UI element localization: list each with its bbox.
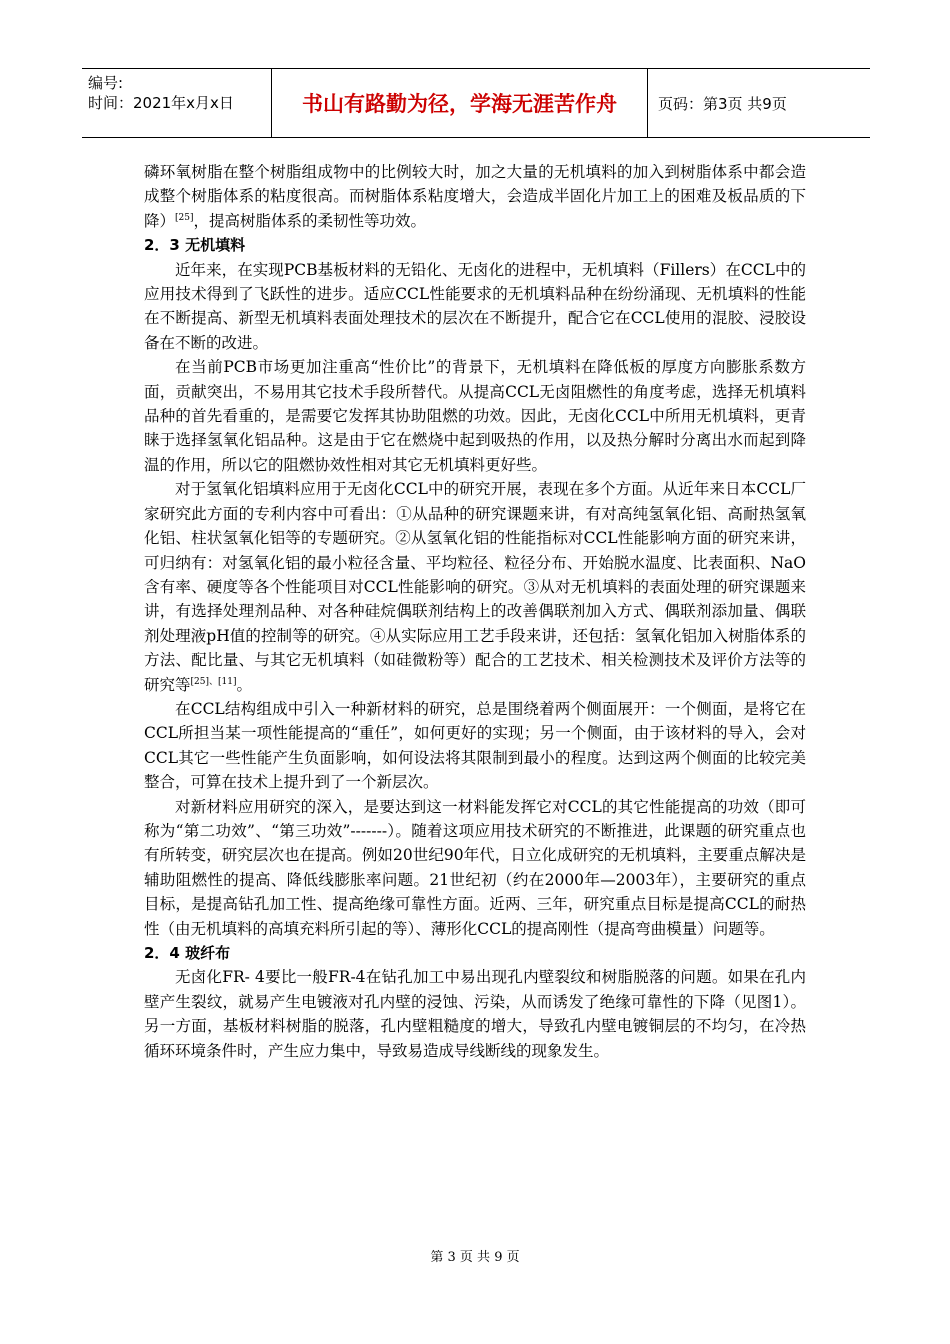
paragraph: 对新材料应用研究的深入，是要达到这一材料能发挥它对CCL的其它性能提高的功效（即可称为“第二功效”、“第三功效”-------）。随着这项应用技术研究的不断推进，此课题的研究重点也有所转变，研究层次也在提高。例如20世纪90年代，日立化成研究的无机填料，主要重点解决是辅助阻燃性的提高、降低线膨胀率问题。21世纪初（约在2000年—2003年），主要研究的重点目标，是提高钻孔加工性、提高绝缘可靠性方面。近两、三年，研究重点目标是提高CCL的耐热性（由无机填料的高填充料所引起的等）、薄形化CCL的提高刚性（提高弯曲模量）问题等。 — [144, 797, 806, 938]
page-footer: 第 3 页 共 9 页 — [430, 1250, 520, 1265]
header-motto: 书山有路勤为径，学海无涯苦作舟 — [272, 69, 648, 137]
header-page-number: 页码：第3页 共9页 — [658, 94, 787, 113]
paragraph: 无卤化FR- 4要比一般FR-4在钻孔加工中易出现孔内壁裂纹和树脂脱落的问题。如果在孔内壁产生裂纹，就易产生电镀液对孔内壁的浸蚀、污染，从而诱发了绝缘可靠性的下降（见图1）。另一方面，基板材料树脂的脱落，孔内壁粗糙度的增大，导致孔内壁电镀铜层的不均匀，在冷热循环环境条件时，产生应力集中，导致易造成导线断线的现象发生。 — [144, 968, 806, 1060]
paragraph: 对于氢氧化铝填料应用于无卤化CCL中的研究开展，表现在多个方面。从近年来日本CCL厂家研究此方面的专利内容中可看出：①从品种的研究课题来讲，有对高纯氢氧化铝、高耐热氢氧化铝、柱状氢氧化铝等的专题研究。②从氢氧化铝的性能指标对CCL性能影响方面的研究来讲，可归纳有：对氢氧化铝的最小粒径含量、平均粒径、粒径分布、开始脱水温度、比表面积、NaO含有率、硬度等各个性能项目对CCL性能影响的研究。③从对无机填料的表面处理的研究课题来讲，有选择处理剂品种、对各种硅烷偶联剂结构上的改善偶联剂加入方式、偶联剂添加量、偶联剂处理液pH值的控制等的研究。④从实际应用工艺手段来讲，还包括：氢氧化铝加入树脂体系的方法、配比量、与其它无机填料（如硅微粉等）配合的工艺技术、相关检测技术及评价方法等的研究等[25]、[11]。 — [144, 480, 806, 694]
paragraph-continued: 磷环氧树脂在整个树脂组成物中的比例较大时，加之大量的无机填料的加入到树脂体系中都会造成整个树脂体系的粘度很高。而树脂体系粘度增大，会造成半固化片加工上的困难及板品质的下降）[25]，提高树脂体系的柔韧性等功效。 — [144, 163, 806, 230]
document-body — [144, 160, 806, 1063]
section-heading-2-3: 2．3 无机填料 — [144, 236, 246, 255]
paragraph: 在当前PCB市场更加注重高“性价比”的背景下，无机填料在降低板的厚度方向膨胀系数方面，贡献突出，不易用其它技术手段所替代。从提高CCL无卤阻燃性的角度考虑，选择无机填料品种的首先看重的，是需要它发挥其协助阻燃的功效。因此，无卤化CCL中所用无机填料，更青睐于选择氢氧化铝品种。这是由于它在燃烧中起到吸热的作用，以及热分解时分离出水而起到降温的作用，所以它的阻燃协效性相对其它无机填料更好些。 — [144, 358, 806, 474]
section-heading-2-4: 2．4 玻纤布 — [144, 944, 231, 962]
paragraph: 近年来，在实现PCB基板材料的无铅化、无卤化的进程中，无机填料（Fillers）在CCL中的应用技术得到了飞跃性的进步。适应CCL性能要求的无机填料品种在纷纷涌现、无机填料的性能在不断提高、新型无机填料表面处理技术的层次在不断提升，配合它在CCL使用的混胶、浸胶设备在不断的改进。 — [144, 260, 806, 352]
citation: [25]、[11] — [190, 676, 237, 687]
header-number: 编号: — [88, 74, 124, 92]
paragraph: 在CCL结构组成中引入一种新材料的研究，总是围绕着两个侧面展开：一个侧面，是将它在CCL所担当某一项性能提高的“重任”，如何更好的实现；另一个侧面，由于该材料的导入，会对CCL其它一些性能产生负面影响，如何设法将其限制到最小的程度。达到这两个侧面的比较完美整合，可算在技术上提升到了一个新层次。 — [144, 699, 806, 792]
header-time: 时间：2021年x月x日 — [88, 94, 234, 112]
page-header — [82, 68, 870, 138]
header-meta — [82, 69, 272, 137]
citation: [25] — [175, 212, 194, 223]
